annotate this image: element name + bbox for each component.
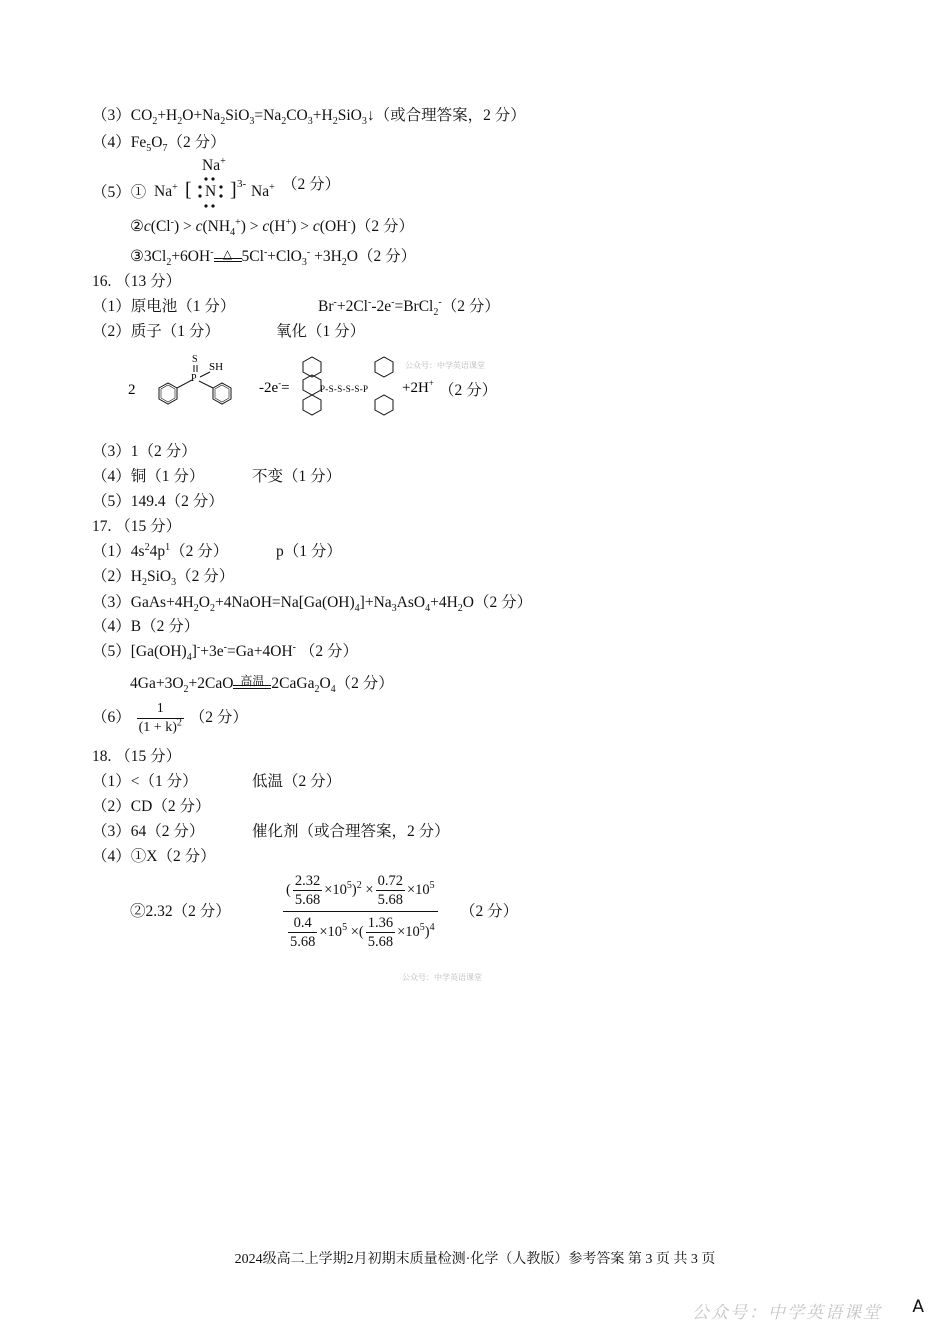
- eq-coefficient: 2: [128, 382, 136, 398]
- q16-part1: （1）原电池（1 分）: [92, 298, 236, 315]
- q18-part4: （4）①X（2 分）: [92, 848, 216, 865]
- q16-part3: （3）1（2 分）: [92, 443, 197, 460]
- brand-watermark: 公众号：中学英语课堂: [692, 1303, 882, 1323]
- electron-dot-structure: Na+ Na+ [ N ] 3- Na+: [150, 156, 340, 212]
- q18-part1: （1）<（1 分）: [92, 773, 198, 790]
- q16-part2-answer2: 氧化（1 分）: [276, 323, 366, 340]
- q17-title: 17. （15 分）: [92, 518, 182, 535]
- q16-part2: （2）质子（1 分）: [92, 323, 220, 340]
- q18-part3: （3）64（2 分）: [92, 823, 205, 840]
- q16-part1-eq: Br-+2Cl--2e-=BrCl$_2$-（2 分）: [318, 296, 500, 319]
- svg-text:S: S: [192, 354, 198, 365]
- q17-part4: （4）B（2 分）: [92, 618, 200, 635]
- q16-structural-equation: 2 P S SH -2e-= P-S-S-S-S-P +2H+ 公众号：中学英语课堂 （2 分）: [125, 352, 525, 432]
- q16-part4: （4）铜（1 分）: [92, 468, 205, 485]
- q15-part5-score1: （2 分）: [282, 176, 341, 193]
- q15-part3: $(3)CO_2+H_2O+Na_2SiO_3=Na_2CO_3+H_2SiO_3↓$（或合理答案，2 分）: [92, 107, 526, 128]
- svg-text:+2H+: +2H+: [402, 378, 434, 396]
- svg-text:P-S-S-S-S-P: P-S-S-S-S-P: [320, 384, 369, 394]
- q18-title: 18. （15 分）: [92, 748, 182, 765]
- q16-part4-answer2: 不变（1 分）: [252, 468, 342, 485]
- q18-kp-expression: ( $\frac{2.32}{5.68}$ $\times 10^5)^2$ × $\frac{0.72}{5.68}$ $\times 10^5$ $\frac{0.4}{5.68}$ $\times 10^5$ ×( $\frac{1.36}{5.68}$ $\times 10^5)^4$: [283, 872, 438, 951]
- q17-part3: $(3)GaAs+4H_2O_2+4NaOH=Na[Ga(OH)_4]+Na_3AsO_4+4H_2O(2$ 分）: [92, 594, 533, 615]
- watermark-2: 公众号：中学英语课堂: [402, 973, 482, 982]
- q17-part1: $(1)4s^24p^1(2$ 分）: [92, 541, 229, 560]
- q17-part5-eq2: $4Ga+3O_2+2CaO$ 高温 $2CaGa_2O_4(2$ 分）: [130, 674, 394, 696]
- q17-part1-answer2: p（1 分）: [276, 543, 342, 560]
- q15-part4: $(4)Fe_5O_7(2$ 分）: [92, 134, 226, 155]
- watermark-1: 公众号：中学英语课堂: [405, 361, 485, 370]
- q15-part5-label: （5）①: [92, 184, 147, 201]
- q15-part5-item3: $③3Cl_2+6OH^-$ △ $5Cl^-+ClO_3^- +3H_2O(2$ 分）: [130, 246, 417, 269]
- corner-mark: A: [912, 1297, 924, 1317]
- svg-text:SH: SH: [209, 361, 224, 373]
- svg-text:-2e-=: -2e-=: [259, 378, 290, 396]
- q16-title: 16. （13 分）: [92, 273, 182, 290]
- q17-part2: $(2)H_2SiO_3(2$ 分）: [92, 568, 235, 589]
- q18-part4-score3: （2 分）: [460, 903, 519, 920]
- page-footer: 2024级高二上学期2月初期末质量检测·化学（人教版）参考答案 第 3 页 共 3 页: [234, 1252, 716, 1267]
- q16-part5: （5）149.4（2 分）: [92, 493, 224, 510]
- q18-part3-answer2: 催化剂（或合理答案，2 分）: [252, 823, 450, 840]
- q17-part6: （6） $\frac{1}{(1 + k)^2}$ （2 分）: [92, 701, 248, 735]
- svg-text:P: P: [191, 373, 197, 384]
- q15-part5-item2: ②c(Cl-) > $c(NH_4^+) > c(H^+) > c(OH^-)(2$ 分）: [130, 216, 415, 239]
- q18-part2: （2）CD（2 分）: [92, 798, 211, 815]
- q18-part1-answer2: 低温（2 分）: [252, 773, 342, 790]
- q17-part5: $(5)[Ga(OH)_4]^-+3e^-=Ga+4OH^-$ （2 分）: [92, 641, 359, 664]
- q18-part4-answer2: ②2.32（2 分）: [130, 903, 231, 920]
